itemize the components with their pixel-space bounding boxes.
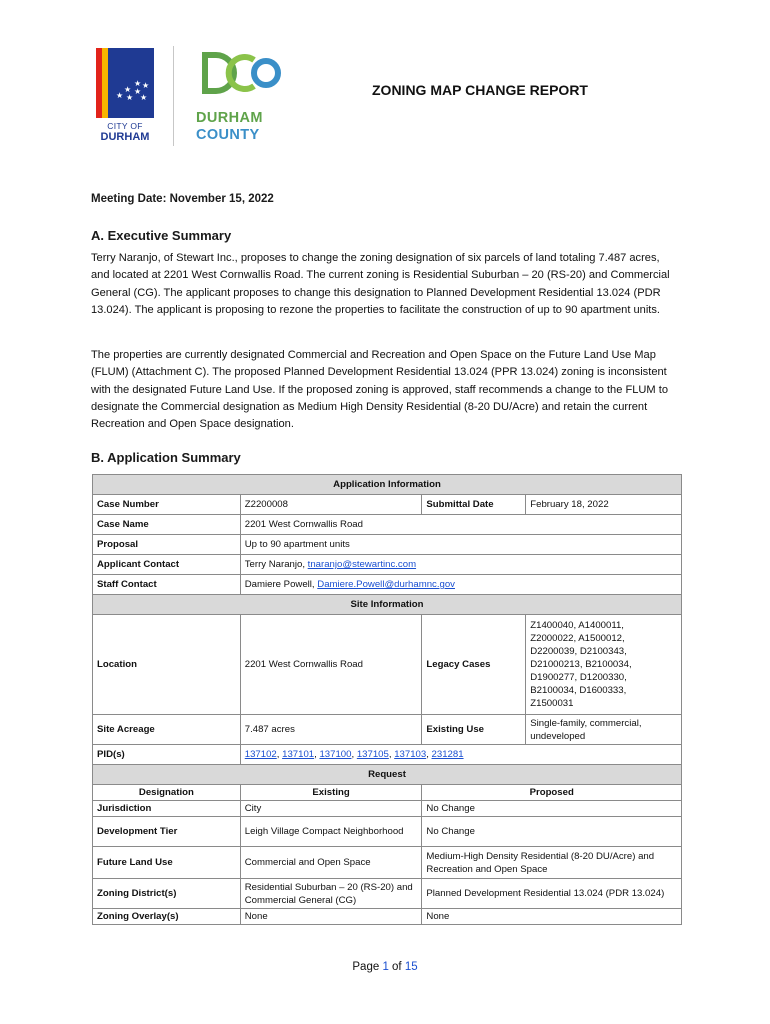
pid-label: PID(s) [93,745,241,765]
table-row [93,475,682,495]
application-summary-table [92,474,682,925]
svg-text:★: ★ [134,87,142,96]
proposal-value: Up to 90 apartment units [240,535,681,555]
location-label: Location [93,615,241,715]
pid-link[interactable]: 137102 [244,749,277,760]
of-word: of [388,961,405,973]
pid-link[interactable]: 137101 [282,749,315,760]
table-row [93,909,682,925]
table-row [93,495,682,515]
applicant-email-link[interactable]: tnaranjo@stewartinc.com [307,559,417,570]
table-row [93,785,682,801]
application-information-band: Application Information [93,475,682,495]
dco-logo-mark [198,48,282,98]
request-row-proposed: None [422,909,682,925]
applicant-name: Terry Naranjo, [244,559,308,570]
table-row [93,715,682,745]
existing-column-header: Existing [240,785,422,801]
legacy-case-line: B2100034, D1600333, [530,685,627,696]
svg-text:★: ★ [116,91,124,100]
legacy-case-line: Z2000022, A1500012, [530,633,625,644]
staff-contact-label: Staff Contact [93,575,241,595]
legacy-case-line: D2200039, D2100343, [530,646,627,657]
legacy-cases-value [526,615,682,715]
request-band: Request [93,765,682,785]
city-logo-caption: CITY OF [107,121,143,131]
proposal-label: Proposal [93,535,241,555]
existing-use-label: Existing Use [422,715,526,745]
applicant-contact-value [240,555,681,575]
staff-email-link[interactable]: Damiere.Powell@durhamnc.gov [317,579,455,590]
case-number-value: Z2200008 [240,495,422,515]
table-row [93,801,682,817]
svg-text:★: ★ [124,85,132,94]
table-row [93,555,682,575]
meeting-date: Meeting Date: November 15, 2022 [91,193,274,205]
table-row [93,535,682,555]
total-pages-link[interactable]: 15 [404,961,418,973]
site-acreage-label: Site Acreage [93,715,241,745]
submittal-date-label: Submittal Date [422,495,526,515]
request-row-proposed: No Change [422,801,682,817]
pid-link[interactable]: 137103 [394,749,427,760]
request-row-label: Zoning Overlay(s) [93,909,241,925]
request-row-existing: Commercial and Open Space [240,847,422,879]
page-word: Page [352,961,383,973]
report-title: ZONING MAP CHANGE REPORT [372,82,588,98]
submittal-date-value: February 18, 2022 [526,495,682,515]
case-number-label: Case Number [93,495,241,515]
pid-values: 137102, 137101, 137100, 137105, 137103, 231281 [240,745,681,765]
table-row [93,847,682,879]
table-row [93,615,682,715]
county-logo-line1: DURHAM [196,110,263,126]
city-logo-flag [96,48,154,118]
request-row-label: Zoning District(s) [93,879,241,909]
executive-summary-paragraph-2: The properties are currently designated Commercial and Recreation and Open Space on the Future Land Use Map (FLUM) (Attachment C). The proposed Planned Development Residential 13.024 (PPR 13.024) zoning is inconsistent with the designated Future Land Use. If the proposed zoning is approved, staff recommends a change to the FLUM to designate the Commercial designation as Medium High Density Residential (8-20 DU/Acre) and retain the current Recreation and Open Space designation. [91,349,669,431]
proposed-column-header: Proposed [422,785,682,801]
request-row-label: Jurisdiction [93,801,241,817]
request-row-proposed: Medium-High Density Residential (8-20 DU/Acre) and Recreation and Open Space [422,847,682,879]
request-row-existing: Leigh Village Compact Neighborhood [240,817,422,847]
designation-column-header: Designation [93,785,241,801]
staff-name: Damiere Powell, [244,579,318,590]
page-footer [0,961,770,973]
table-row [93,575,682,595]
request-row-label: Development Tier [93,817,241,847]
site-acreage-value: 7.487 acres [240,715,422,745]
pid-link[interactable]: 137105 [356,749,389,760]
location-value: 2201 West Cornwallis Road [240,615,422,715]
request-row-existing: None [240,909,422,925]
staff-contact-value [240,575,681,595]
request-row-proposed: No Change [422,817,682,847]
executive-summary-paragraph-1: Terry Naranjo, of Stewart Inc., proposes to change the zoning designation of six parcels of land totaling 7.487 acres, and located at 2201 West Cornwallis Road. The current zoning is Residential Suburban – 20 (RS-20) and Commercial General (CG). The applicant proposes to change this designation to Planned Development Residential 13.024 (PDR 13.024). The applicant is proposing to rezone the properties to facilitate the construction of up to 90 apartment units. [91,252,670,316]
request-row-existing: Residential Suburban – 20 (RS-20) and Commercial General (CG) [240,879,422,909]
legacy-cases-label: Legacy Cases [422,615,526,715]
table-row [93,745,682,765]
table-row [93,515,682,535]
stars-icon [112,78,152,108]
legacy-case-line: Z1400040, A1400011, [530,620,624,631]
section-a-heading: A. Executive Summary [91,228,232,243]
legacy-case-line: D1900277, D1200330, [530,672,627,683]
table-row [93,765,682,785]
legacy-case-line: D21000213, B2100034, [530,659,632,670]
current-page-link[interactable]: 1 [382,961,389,973]
table-row [93,879,682,909]
case-name-label: Case Name [93,515,241,535]
logo-divider [173,46,174,146]
svg-text:★: ★ [134,79,142,88]
legacy-case-line: Z1500031 [530,698,574,709]
site-information-band: Site Information [93,595,682,615]
county-logo-line2: COUNTY [196,127,260,143]
request-row-label: Future Land Use [93,847,241,879]
pid-link[interactable]: 231281 [431,749,464,760]
pid-link[interactable]: 137100 [319,749,352,760]
section-b-heading: B. Application Summary [91,450,241,465]
case-name-value: 2201 West Cornwallis Road [240,515,681,535]
svg-text:★: ★ [142,81,150,90]
request-row-proposed: Planned Development Residential 13.024 (PDR 13.024) [422,879,682,909]
applicant-contact-label: Applicant Contact [93,555,241,575]
city-of-durham-logo [96,48,154,144]
svg-text:★: ★ [126,93,134,102]
request-row-existing: City [240,801,422,817]
existing-use-value: Single-family, commercial, undeveloped [526,715,682,745]
svg-text:★: ★ [140,93,148,102]
table-row [93,595,682,615]
durham-county-logo [192,48,282,144]
city-logo-name: DURHAM [100,131,150,143]
table-row [93,817,682,847]
